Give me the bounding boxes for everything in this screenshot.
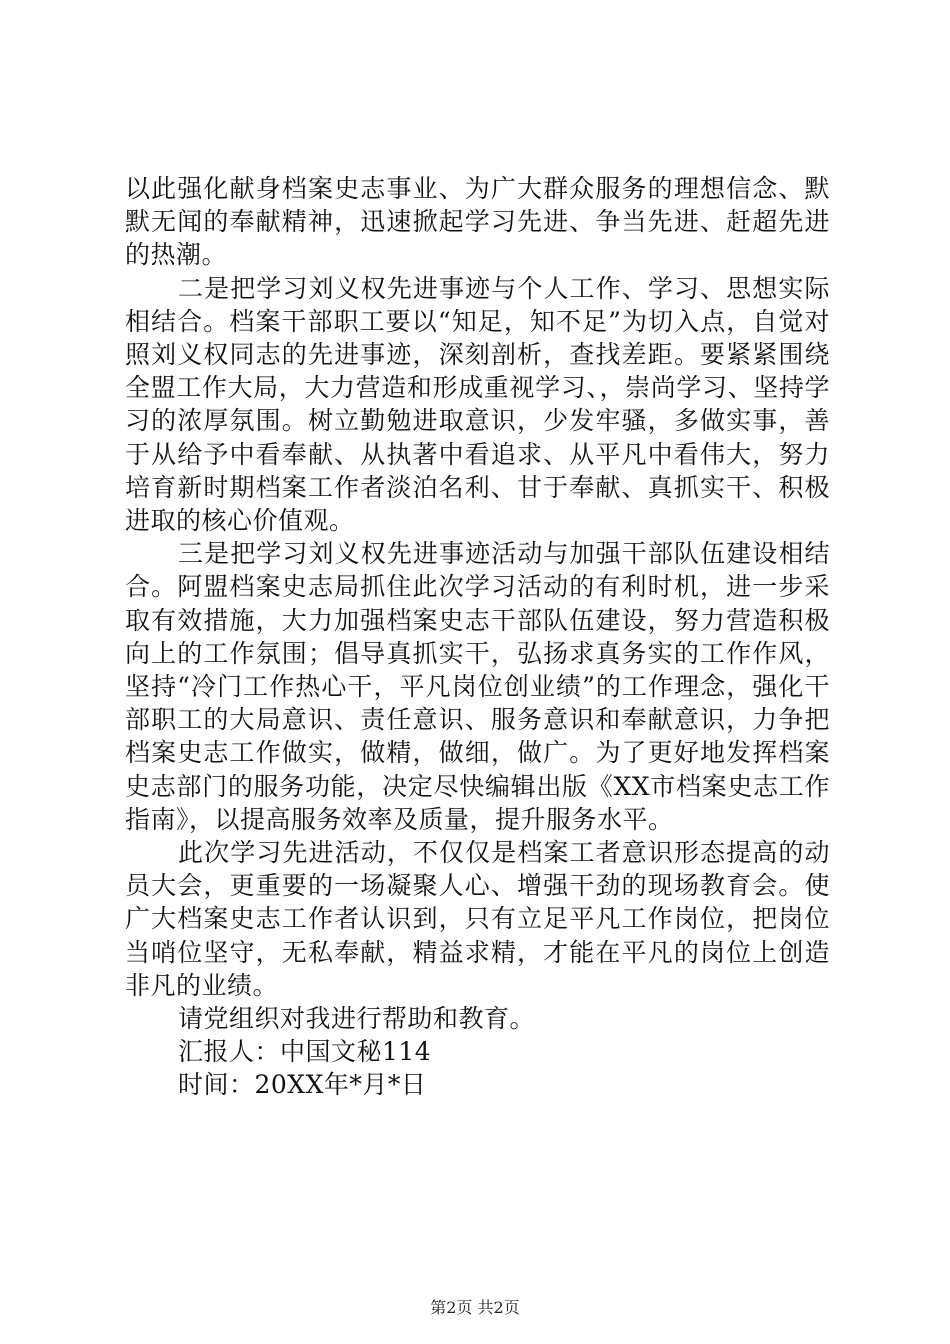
paragraph-continuation: 以此强化献身档案史志事业、为广大群众服务的理想信念、默默无闻的奉献精神，迅速掀起学习先进、争当先进、赶超先进的热潮。 [125,174,830,270]
paragraph-point-three: 三是把学习刘义权先进事迹活动与加强干部队伍建设相结合。阿盟档案史志局抓住此次学习活动的有利时机，进一步采取有效措施，大力加强档案史志干部队伍建设，努力营造积极向上的工作氛围；倡导真抓实干，弘扬求真务实的工作作风，坚持“冷门工作热心干，平凡岗位创业绩”的工作理念，强化干部职工的大局意识、责任意识、服务意识和奉献意识，力争把档案史志工作做实，做精，做细，做广。为了更好地发挥档案史志部门的服务功能，决定尽快编辑出版《XX市档案史志工作指南》，以提高服务效率及质量，提升服务水平。 [125,539,830,834]
paragraph-summary: 此次学习先进活动，不仅仅是档案工者意识形态提高的动员大会，更重要的一场凝聚人心、增强干劲的现场教育会。使广大档案史志工作者认识到，只有立足平凡工作岗位，把岗位当哨位坚守，无私奉献，精益求精，才能在平凡的岗位上创造非凡的业绩。 [125,838,830,1000]
date-line: 时间：20XX年*月*日 [178,1070,427,1100]
closing-request: 请党组织对我进行帮助和教育。 [178,1004,536,1034]
reporter-line: 汇报人：中国文秘114 [178,1037,432,1067]
document-body [125,172,830,1102]
page-number-footer: 第2页 共2页 [430,1298,520,1317]
paragraph-point-two: 二是把学习刘义权先进事迹与个人工作、学习、思想实际相结合。档案干部职工要以“知足，知不足”为切入点，自觉对照刘义权同志的先进事迹，深刻剖析，查找差距。要紧紧围绕全盟工作大局，大力营造和形成重视学习、，崇尚学习、坚持学习的浓厚氛围。树立勤勉进取意识，少发牢骚，多做实事，善于从给予中看奉献、从执著中看追求、从平凡中看伟大，努力培育新时期档案工作者淡泊名利、甘于奉献、真抓实干、积极进取的核心价值观。 [125,273,830,536]
